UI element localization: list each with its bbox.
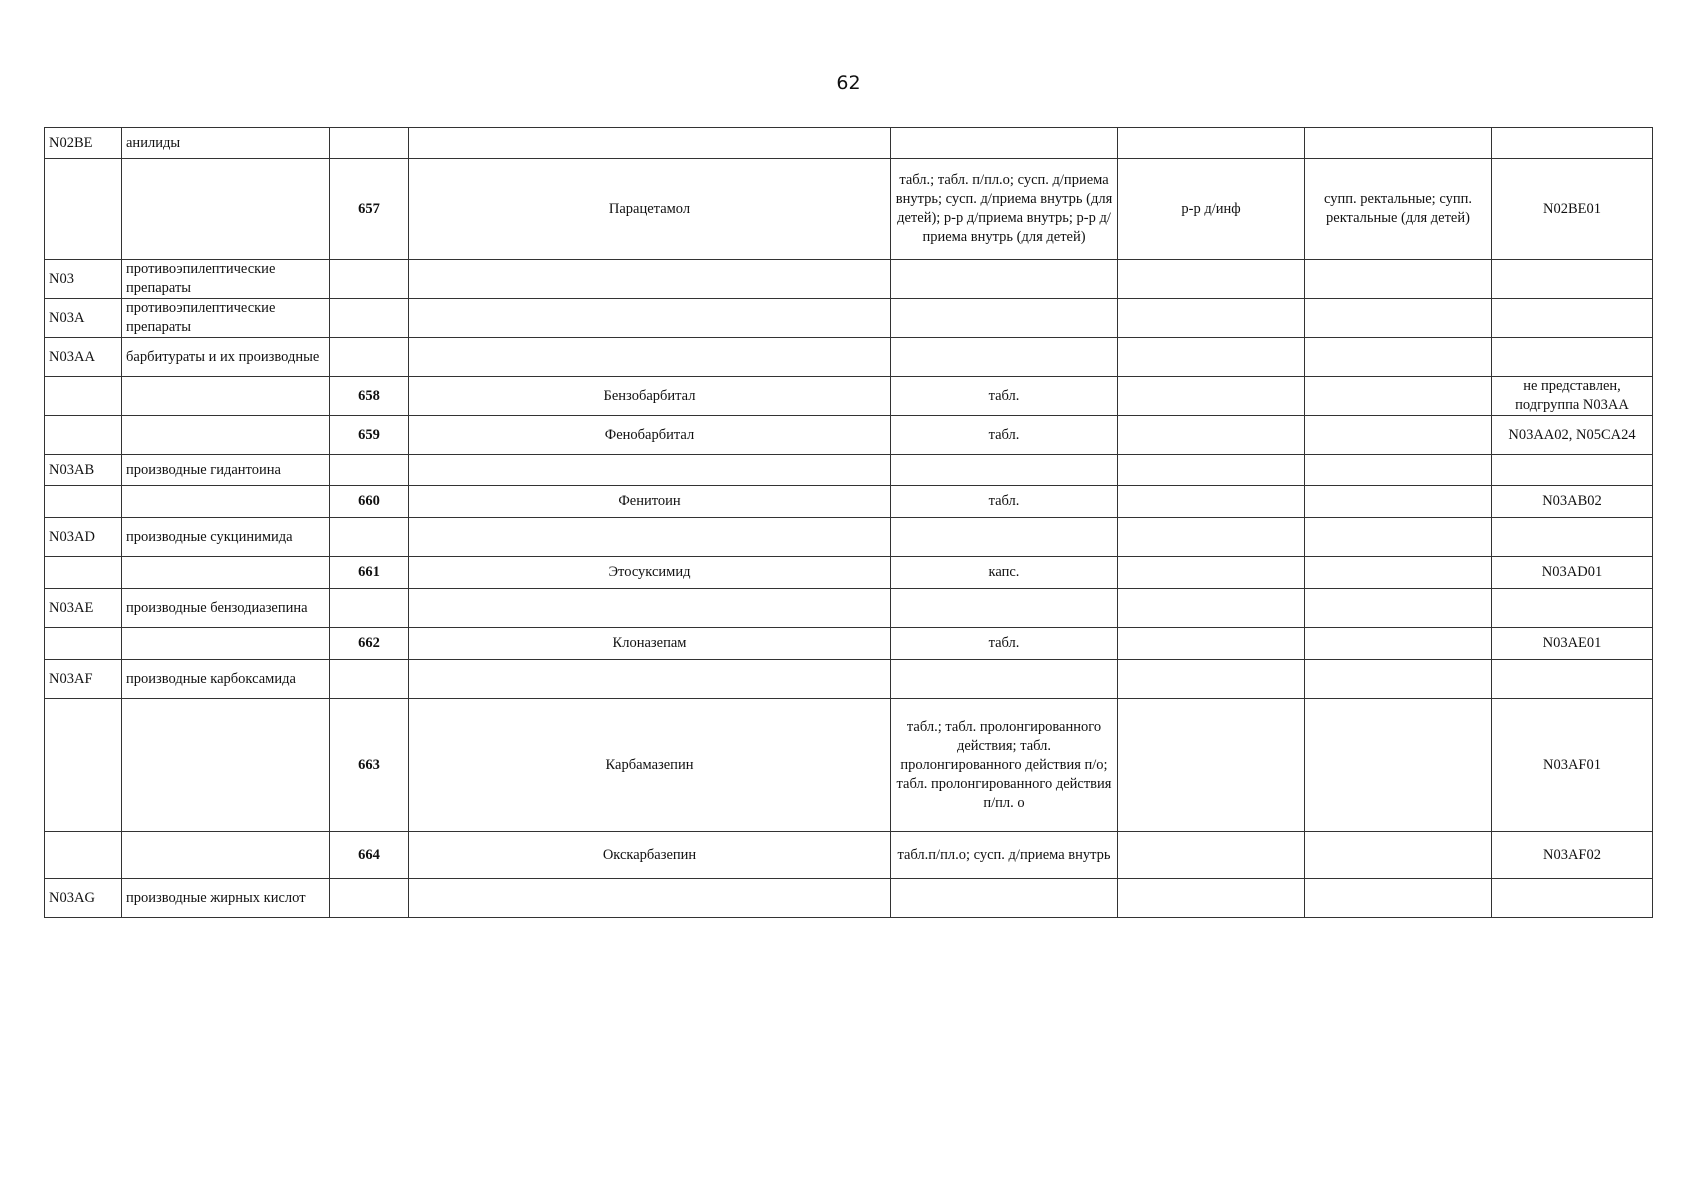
drug-number: 659: [330, 416, 409, 455]
atc-group-code: N03AB: [45, 455, 122, 486]
dosage-forms-oral: [891, 128, 1118, 159]
atc-group-name: [122, 416, 330, 455]
atc-code: N03AF01: [1492, 699, 1653, 832]
dosage-forms-other: [1305, 416, 1492, 455]
atc-group-name: барбитураты и их производные: [122, 338, 330, 377]
drug-name: [409, 518, 891, 557]
drug-name: [409, 455, 891, 486]
table-row: [45, 416, 1653, 455]
atc-code: [1492, 260, 1653, 299]
dosage-forms-parenteral: [1118, 338, 1305, 377]
atc-group-name: производные карбоксамида: [122, 660, 330, 699]
dosage-forms-oral: табл.; табл. пролонгированного действия; табл. пролонгированного действия п/о; табл. пролонгированного действия п/пл. о: [891, 699, 1118, 832]
drug-name: [409, 338, 891, 377]
drug-number: [330, 128, 409, 159]
atc-code: [1492, 518, 1653, 557]
table-row: [45, 455, 1653, 486]
atc-group-name: [122, 832, 330, 879]
drug-number: 657: [330, 159, 409, 260]
dosage-forms-other: [1305, 486, 1492, 518]
atc-group-name: [122, 699, 330, 832]
dosage-forms-other: [1305, 628, 1492, 660]
dosage-forms-other: [1305, 699, 1492, 832]
drug-name: [409, 660, 891, 699]
dosage-forms-other: [1305, 660, 1492, 699]
dosage-forms-oral: [891, 338, 1118, 377]
drug-number: 661: [330, 557, 409, 589]
dosage-forms-parenteral: [1118, 660, 1305, 699]
dosage-forms-parenteral: [1118, 518, 1305, 557]
atc-group-name: [122, 628, 330, 660]
drug-number: [330, 338, 409, 377]
dosage-forms-oral: [891, 589, 1118, 628]
drug-number: 664: [330, 832, 409, 879]
table-row: [45, 832, 1653, 879]
dosage-forms-other: [1305, 260, 1492, 299]
dosage-forms-parenteral: [1118, 455, 1305, 486]
atc-code: N03AB02: [1492, 486, 1653, 518]
atc-group-code: [45, 832, 122, 879]
drug-name: Этосуксимид: [409, 557, 891, 589]
dosage-forms-parenteral: [1118, 128, 1305, 159]
drug-name: Клоназепам: [409, 628, 891, 660]
atc-group-code: N03AE: [45, 589, 122, 628]
atc-group-code: [45, 377, 122, 416]
atc-group-name: анилиды: [122, 128, 330, 159]
drug-name: Парацетамол: [409, 159, 891, 260]
atc-group-code: [45, 628, 122, 660]
drug-number: 663: [330, 699, 409, 832]
dosage-forms-oral: [891, 299, 1118, 338]
atc-code: [1492, 879, 1653, 918]
atc-code: [1492, 660, 1653, 699]
atc-group-code: N03AA: [45, 338, 122, 377]
drug-number: [330, 455, 409, 486]
atc-group-code: [45, 699, 122, 832]
atc-group-name: производные жирных кислот: [122, 879, 330, 918]
atc-group-code: [45, 159, 122, 260]
drug-name: Фенобарбитал: [409, 416, 891, 455]
dosage-forms-oral: табл.: [891, 628, 1118, 660]
atc-group-name: производные бензодиазепина: [122, 589, 330, 628]
atc-code: [1492, 338, 1653, 377]
drug-name: [409, 128, 891, 159]
dosage-forms-other: [1305, 128, 1492, 159]
drug-name: Окскарбазепин: [409, 832, 891, 879]
drug-number: [330, 518, 409, 557]
drug-number: 660: [330, 486, 409, 518]
dosage-forms-other: [1305, 557, 1492, 589]
atc-group-name: противоэпилептические препараты: [122, 299, 330, 338]
atc-code: N03AF02: [1492, 832, 1653, 879]
table-row: [45, 518, 1653, 557]
atc-group-code: N03AD: [45, 518, 122, 557]
dosage-forms-oral: капс.: [891, 557, 1118, 589]
drug-number: [330, 589, 409, 628]
drug-name: Бензобарбитал: [409, 377, 891, 416]
dosage-forms-parenteral: [1118, 416, 1305, 455]
drug-name: [409, 589, 891, 628]
table-row: [45, 338, 1653, 377]
table-row: [45, 260, 1653, 299]
atc-code: N03AA02, N05CA24: [1492, 416, 1653, 455]
atc-group-code: N03AG: [45, 879, 122, 918]
dosage-forms-parenteral: [1118, 699, 1305, 832]
drug-name: [409, 260, 891, 299]
atc-code: N02BE01: [1492, 159, 1653, 260]
table-row: [45, 299, 1653, 338]
page-number: 62: [836, 72, 861, 94]
atc-code: [1492, 128, 1653, 159]
table-row: [45, 557, 1653, 589]
table-row: [45, 486, 1653, 518]
atc-code: не представлен, подгруппа N03AA: [1492, 377, 1653, 416]
table-row: [45, 128, 1653, 159]
dosage-forms-parenteral: [1118, 628, 1305, 660]
atc-code: [1492, 589, 1653, 628]
dosage-forms-oral: [891, 260, 1118, 299]
atc-group-name: производные гидантоина: [122, 455, 330, 486]
dosage-forms-parenteral: [1118, 299, 1305, 338]
table-row: [45, 377, 1653, 416]
dosage-forms-other: [1305, 299, 1492, 338]
drug-number: [330, 879, 409, 918]
dosage-forms-other: супп. ректальные; супп. ректальные (для детей): [1305, 159, 1492, 260]
atc-group-name: противоэпилептические препараты: [122, 260, 330, 299]
dosage-forms-oral: [891, 660, 1118, 699]
atc-group-name: [122, 557, 330, 589]
table-row: [45, 660, 1653, 699]
atc-code: N03AD01: [1492, 557, 1653, 589]
dosage-forms-other: [1305, 455, 1492, 486]
dosage-forms-parenteral: [1118, 832, 1305, 879]
dosage-forms-oral: [891, 518, 1118, 557]
drug-number: [330, 660, 409, 699]
table-row: [45, 589, 1653, 628]
dosage-forms-other: [1305, 589, 1492, 628]
table-row: [45, 159, 1653, 260]
dosage-forms-parenteral: [1118, 486, 1305, 518]
dosage-forms-parenteral: [1118, 260, 1305, 299]
atc-group-code: [45, 557, 122, 589]
dosage-forms-other: [1305, 832, 1492, 879]
drug-table: [44, 127, 1653, 918]
atc-group-name: [122, 377, 330, 416]
drug-name: Карбамазепин: [409, 699, 891, 832]
atc-group-code: N03AF: [45, 660, 122, 699]
atc-group-name: [122, 486, 330, 518]
atc-group-code: N03: [45, 260, 122, 299]
drug-name: [409, 299, 891, 338]
atc-group-name: производные сукцинимида: [122, 518, 330, 557]
dosage-forms-oral: табл.: [891, 486, 1118, 518]
dosage-forms-other: [1305, 879, 1492, 918]
dosage-forms-oral: табл.п/пл.о; сусп. д/приема внутрь: [891, 832, 1118, 879]
atc-code: [1492, 299, 1653, 338]
atc-group-code: N02BE: [45, 128, 122, 159]
atc-group-name: [122, 159, 330, 260]
atc-code: [1492, 455, 1653, 486]
atc-code: N03AE01: [1492, 628, 1653, 660]
table-row: [45, 879, 1653, 918]
dosage-forms-parenteral: [1118, 377, 1305, 416]
table-row: [45, 628, 1653, 660]
atc-group-code: [45, 486, 122, 518]
atc-group-code: [45, 416, 122, 455]
table-row: [45, 699, 1653, 832]
dosage-forms-oral: табл.; табл. п/пл.о; сусп. д/приема внутрь; сусп. д/приема внутрь (для детей); р-р д/приема внутрь; р-р д/приема внутрь (для детей): [891, 159, 1118, 260]
dosage-forms-oral: [891, 879, 1118, 918]
drug-number: 662: [330, 628, 409, 660]
drug-name: [409, 879, 891, 918]
drug-number: [330, 260, 409, 299]
drug-number: [330, 299, 409, 338]
dosage-forms-other: [1305, 518, 1492, 557]
dosage-forms-oral: табл.: [891, 377, 1118, 416]
dosage-forms-parenteral: [1118, 557, 1305, 589]
dosage-forms-parenteral: р-р д/инф: [1118, 159, 1305, 260]
dosage-forms-other: [1305, 377, 1492, 416]
dosage-forms-parenteral: [1118, 879, 1305, 918]
dosage-forms-other: [1305, 338, 1492, 377]
dosage-forms-oral: [891, 455, 1118, 486]
drug-name: Фенитоин: [409, 486, 891, 518]
dosage-forms-parenteral: [1118, 589, 1305, 628]
drug-number: 658: [330, 377, 409, 416]
atc-group-code: N03A: [45, 299, 122, 338]
dosage-forms-oral: табл.: [891, 416, 1118, 455]
